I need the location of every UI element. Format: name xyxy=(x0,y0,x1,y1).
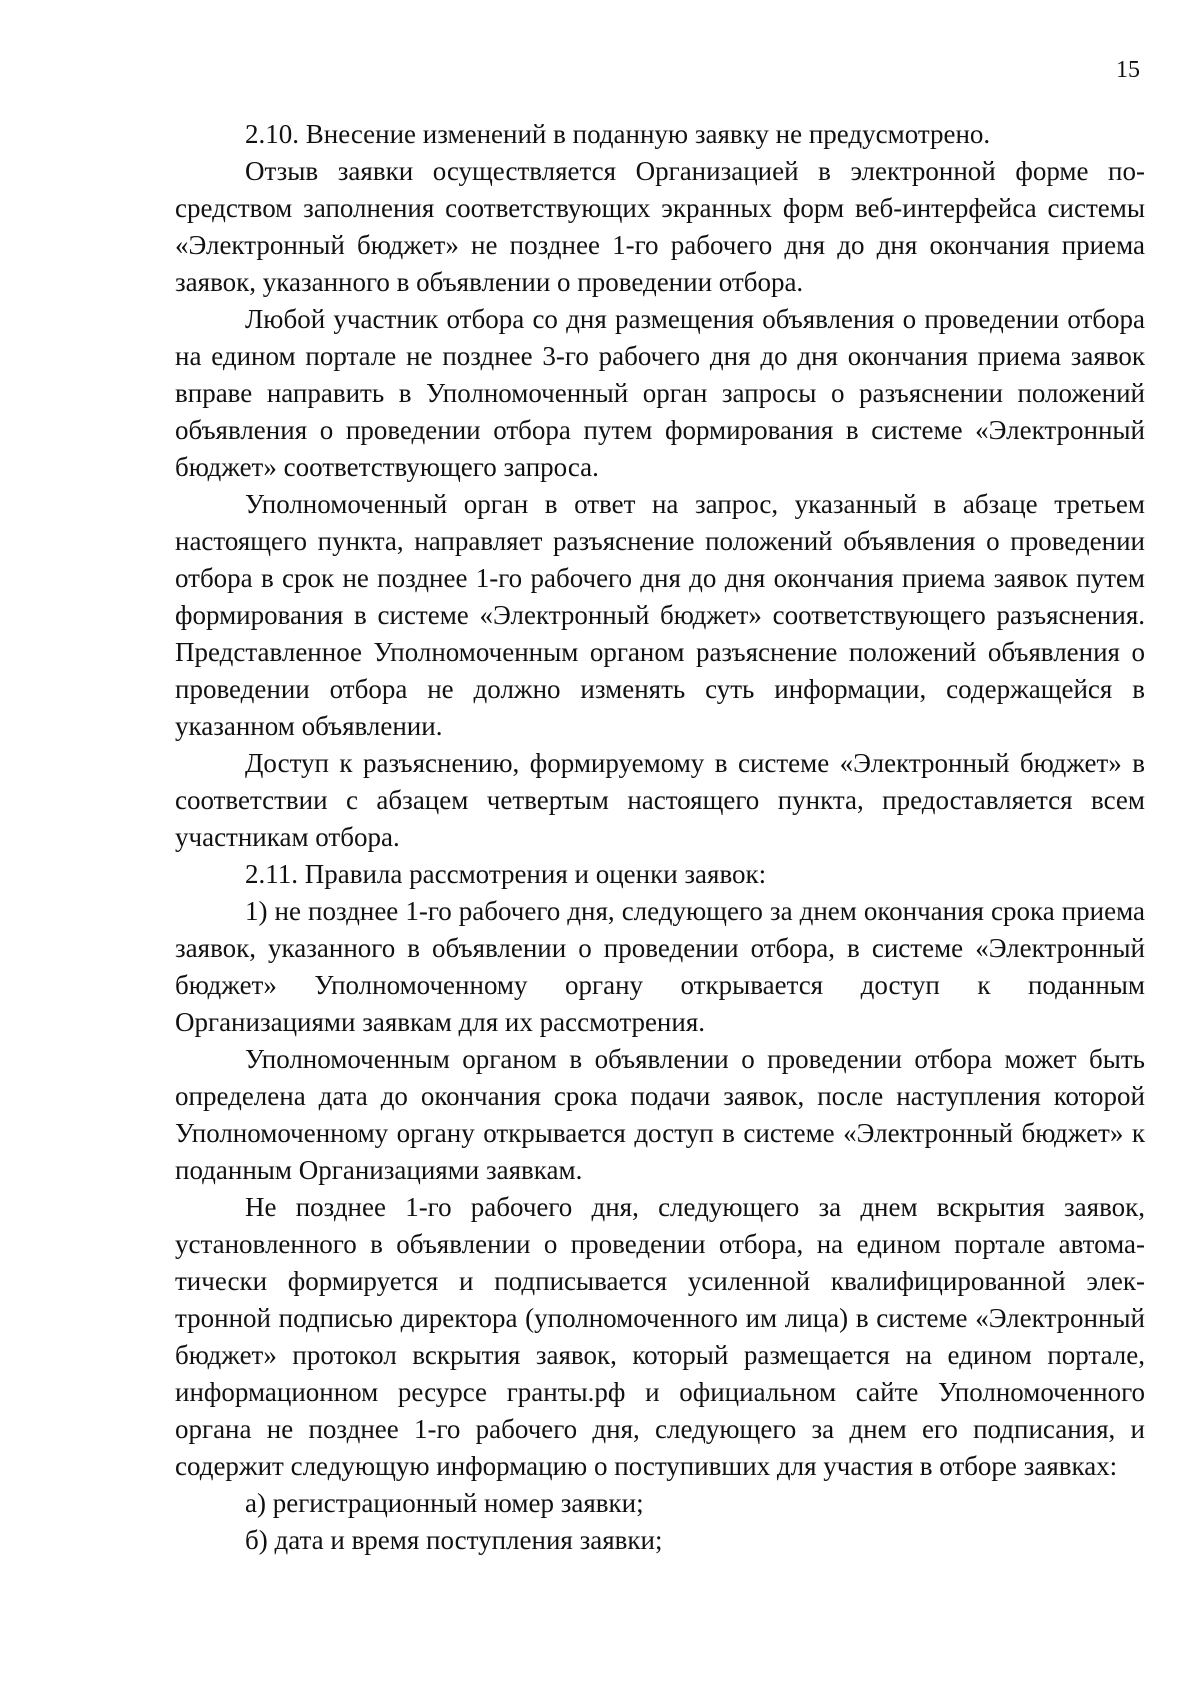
paragraph-clarification-response: Уполномоченный орган в ответ на запрос, указанный в абзаце третьем настоящего пункта, направляет разъяснение положений объявления о проведении отбора в срок не позднее 1-го рабочего дня до дня окончания приема заявок путем формирования в системе «Электронный бюджет» соответствующего разъяснения. Представленное Уполномоченным органом разъяснение положений объявления о проведении отбора не должно изменять суть информации, содержащейся в указанном объявлении. xyxy=(175,489,1145,741)
paragraph-2-10: 2.10. Внесение изменений в поданную заявку не предусмотрено. xyxy=(245,119,991,149)
list-item-a: а) регистрационный номер заявки; xyxy=(245,1488,644,1518)
paragraph-item-1: 1) не позднее 1-го рабочего дня, следующего за днем окончания срока приема заявок, указанного в объявлении о проведении отбора, в системе «Электронный бюджет» Уполномоченному органу открывается доступ к поданным Организациями заявкам для их рассмотрения. xyxy=(175,896,1145,1037)
paragraph-clarification-access: Доступ к разъяснению, формируемому в системе «Электронный бюджет» в соответствии с абзацем четвертым настоящего пункта, предоставляется всем участникам отбора. xyxy=(175,748,1145,852)
paragraph-opening-protocol: Не позднее 1-го рабочего дня, следующего за днем вскрытия заявок, установленного в объявлении о проведении отбора, на едином портале автоматически формируется и подписывается усиленной квалифицированной электронной подписью директора (уполномоченного им лица) в системе «Электронный бюджет» протокол вскрытия заявок, который размещается на едином портале, информационном ресурсе гранты.рф и официальном сайте Уполномоченного органа не позднее 1-го рабочего дня, следующего за днем его подписания, и содержит следующую информацию о поступивших для участия в отборе заявках: xyxy=(175,1192,1145,1481)
paragraph-clarification-request: Любой участник отбора со дня размещения объявления о проведении отбора на едином портале не позднее 3-го рабочего дня до дня окончания приема заявок вправе направить в Уполномоченный орган запросы о разъяснении положений объявления о проведении отбора путем формирования в системе «Электронный бюджет» соответствующего запроса. xyxy=(175,304,1145,482)
paragraph-access-date: Уполномоченным органом в объявлении о проведении отбора может быть определена дата до окончания срока подачи заявок, после наступления которой Уполномоченному органу открывается доступ в системе «Электронный бюджет» к поданным Организациями заявкам. xyxy=(175,1044,1145,1185)
list-item-b: б) дата и время поступления заявки; xyxy=(245,1525,663,1555)
document-body xyxy=(175,116,1145,1559)
paragraph-withdrawal: Отзыв заявки осуществляется Организацией в электронной форме посредством заполнения соответствующих экранных форм веб-интерфейса системы «Электронный бюджет» не позднее 1-го рабочего дня до дня окончания приема заявок, указанного в объявлении о проведении отбора. xyxy=(175,156,1145,297)
page-number: 15 xyxy=(1116,57,1140,83)
paragraph-2-11: 2.11. Правила рассмотрения и оценки заявок: xyxy=(245,859,767,889)
